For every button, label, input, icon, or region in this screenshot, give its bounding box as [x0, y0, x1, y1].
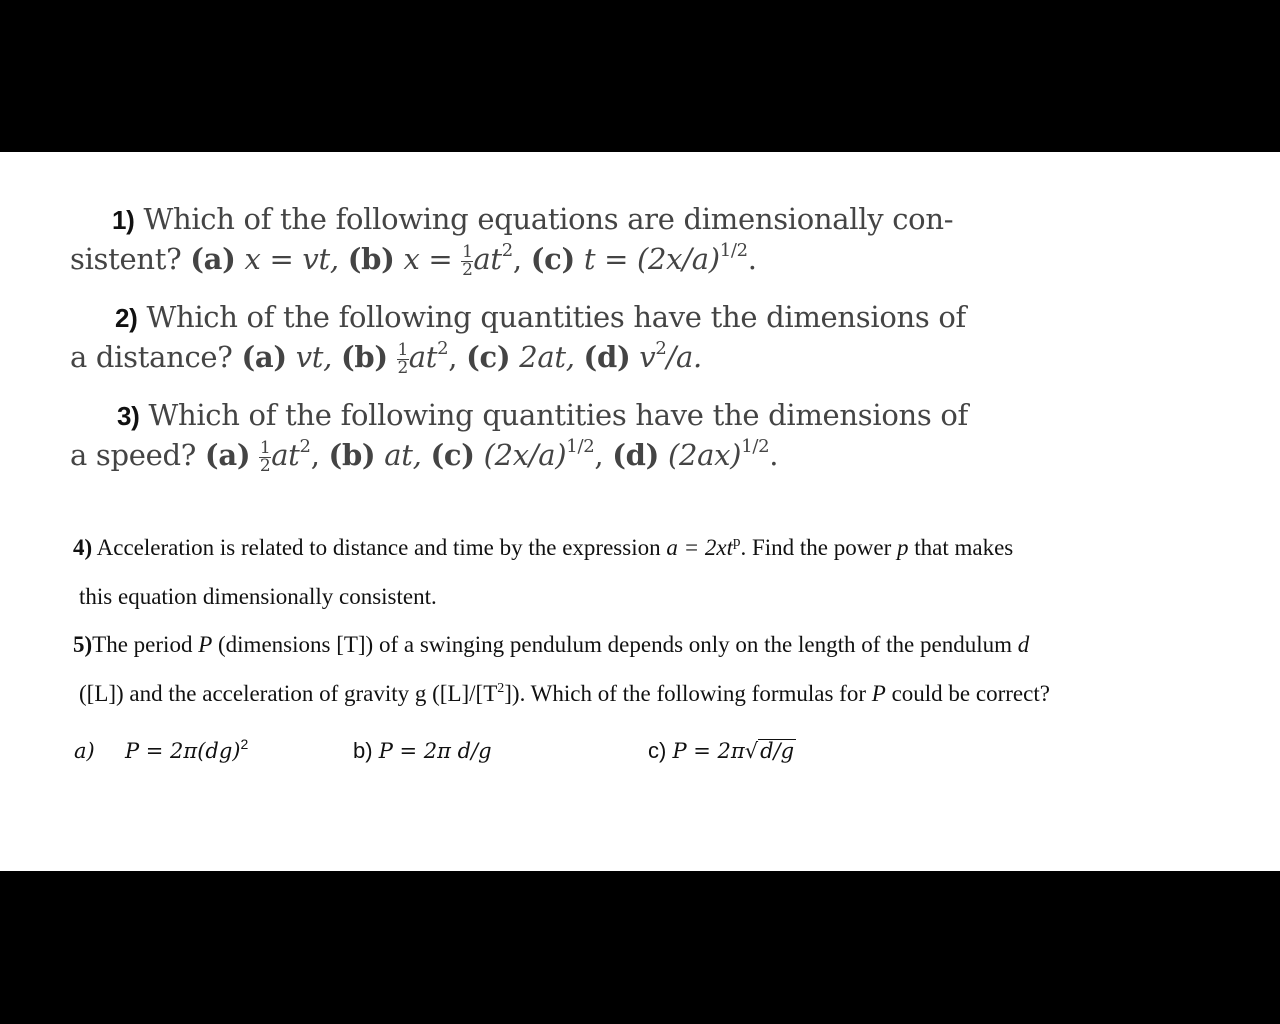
q4-line1: 4) Acceleration is related to distance and time by the expression $a = 2xt^p$. Find the power p that makes — [73, 534, 1014, 560]
q3-option-a-label: (a) — [204, 438, 251, 472]
q2-line1 — [115, 300, 966, 334]
q4-line2: this equation dimensionally consistent. — [79, 584, 437, 609]
q2-option-a-label: (a) — [241, 340, 287, 374]
q4-number: 4) — [73, 535, 93, 560]
q1-line2: sistent? (a) x = vt, (b) x = $\frac{1}{2}$ $at^2$, (c) $t = (2x/a)^{1/2}$. — [70, 240, 757, 280]
q3-number: 3) — [117, 401, 140, 431]
letterbox-bottom — [0, 871, 1280, 1024]
q5-option-a: a) P = 2π(dg)$^2$ — [74, 736, 249, 763]
q1-line1 — [112, 202, 953, 236]
q5-line1: 5)The period P (dimensions [T]) of a swinging pendulum depends only on the length of the pendulum d — [73, 632, 1030, 657]
q5-option-b: b) P = 2π d/g — [353, 738, 492, 763]
q5-number: 5) — [73, 632, 93, 657]
q1-text-line1: Which of the following equations are dimensionally con- — [143, 202, 954, 236]
fraction-half: $\frac{1}{2}$ — [259, 437, 271, 476]
letterbox-top — [0, 0, 1280, 152]
q3-line2: a speed? (a) $\frac{1}{2}$ $at^2$, (b) at, (c) $(2x/a)^{1/2}$, (d) $(2ax)^{1/2}$. — [70, 436, 779, 476]
q1-option-b-label: (b) — [347, 242, 395, 276]
q5-line2: ([L]) and the acceleration of gravity g $([L]/[T^2])$. Which of the following formulas for P could be correct? — [79, 681, 1050, 706]
q3-text-line1: Which of the following quantities have the dimensions of — [148, 398, 968, 432]
sqrt-radicand: d/g — [760, 739, 795, 763]
q5-option-c: c) P = 2π√d/g — [648, 738, 795, 763]
q2-number: 2) — [115, 303, 138, 333]
q2-line2: a distance? (a) vt, (b) $\frac{1}{2}$ $at^2$, (c) 2at, (d) $v^2/a$. — [70, 338, 702, 378]
q3-option-b-label: (b) — [328, 438, 376, 472]
q2-option-c-label: (c) — [466, 340, 511, 374]
q2-text-line1: Which of the following quantities have the dimensions of — [146, 300, 966, 334]
q1-option-c-expr: t = (2x/a) — [583, 242, 720, 276]
q3-option-c-label: (c) — [430, 438, 475, 472]
q3-line1 — [117, 398, 968, 432]
q2-option-d-label: (d) — [583, 340, 631, 374]
fraction-half: $\frac{1}{2}$ — [462, 241, 473, 280]
q1-option-c-label: (c) — [530, 242, 575, 276]
q1-number: 1) — [112, 205, 135, 235]
fraction-half: $\frac{1}{2}$ — [397, 339, 408, 378]
sqrt-radical-icon: √ — [744, 739, 759, 763]
q2-option-b-label: (b) — [340, 340, 388, 374]
q1-option-a-label: (a) — [190, 242, 236, 276]
slide-page — [0, 152, 1280, 871]
q3-option-d-label: (d) — [612, 438, 660, 472]
q4-expression: a = 2xt — [666, 535, 733, 560]
q1-option-a-expr: x = vt, — [244, 242, 339, 276]
